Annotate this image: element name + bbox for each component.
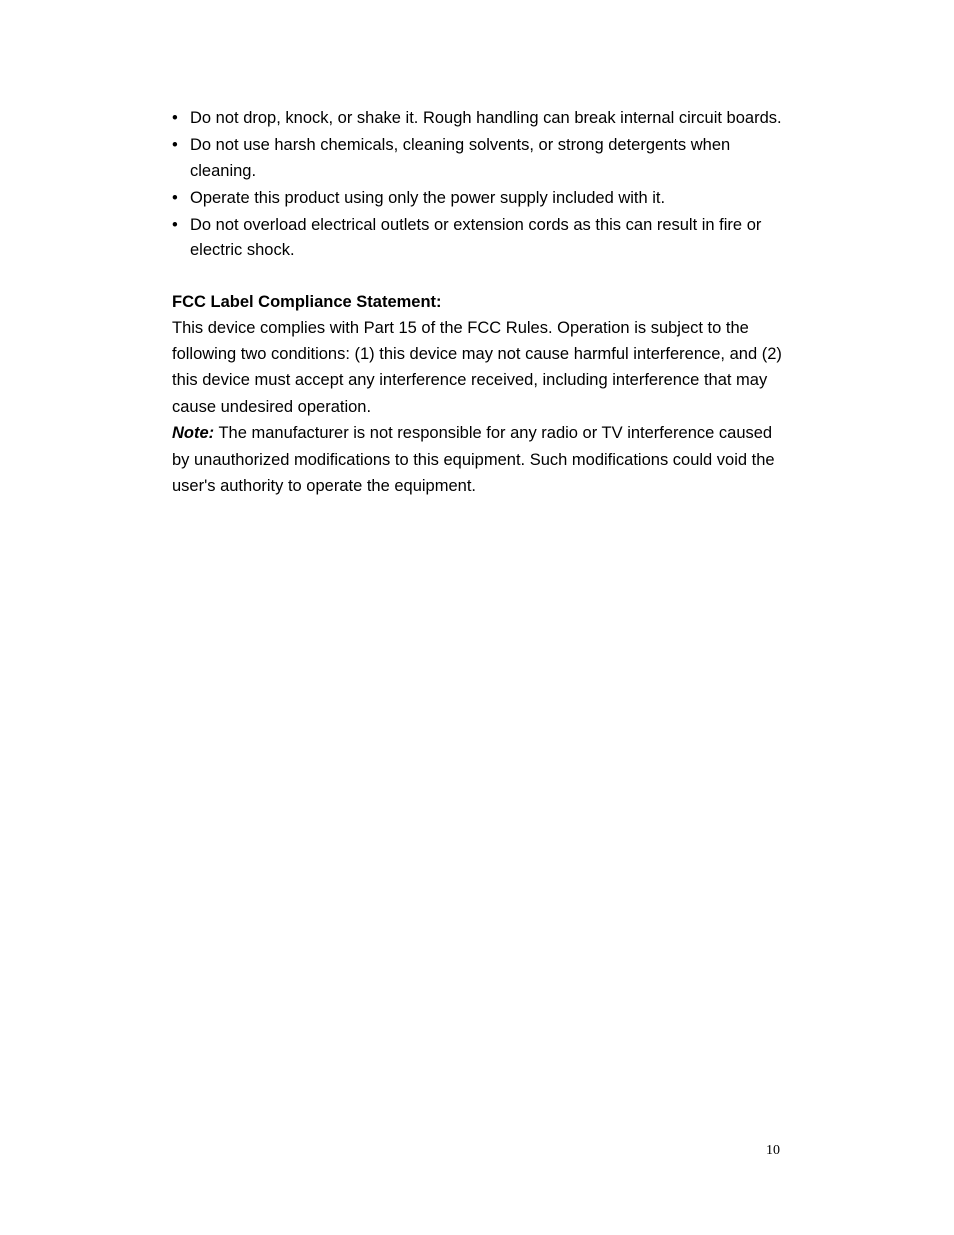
bullet-icon: • (172, 109, 178, 127)
bullet-text: Do not use harsh chemicals, cleaning solvents, or strong detergents when cleaning. (190, 136, 731, 180)
bullet-item (172, 213, 788, 264)
fcc-heading: FCC Label Compliance Statement: (172, 292, 442, 311)
bullet-item (172, 186, 788, 212)
fcc-statement: This device complies with Part 15 of the FCC Rules. Operation is subject to the following two conditions: (1) this device may not cause harmful interference, and (2) this device must accept any interference received, including interference that may cause undesired operation. (172, 318, 782, 416)
bullet-item (172, 106, 788, 132)
bullet-text: Do not drop, knock, or shake it. Rough handling can break internal circuit boards. (190, 109, 782, 127)
page-number: 10 (766, 1143, 780, 1158)
bullet-icon: • (172, 136, 178, 154)
note-paragraph (172, 420, 788, 499)
note-label: Note: (172, 424, 215, 443)
bullet-text: Do not overload electrical outlets or extension cords as this can result in fire or electric shock. (190, 215, 762, 259)
safety-bullet-list (172, 106, 788, 264)
page-content (172, 106, 788, 499)
bullet-item (172, 133, 788, 184)
bullet-icon: • (172, 188, 178, 207)
bullet-icon: • (172, 215, 178, 234)
note-text: The manufacturer is not responsible for any radio or TV interference caused by unauthorized modifications to this equipment. Such modifications could void the user's authority to operate the equipment. (172, 424, 775, 495)
bullet-text: Operate this product using only the power supply included with it. (190, 188, 666, 207)
